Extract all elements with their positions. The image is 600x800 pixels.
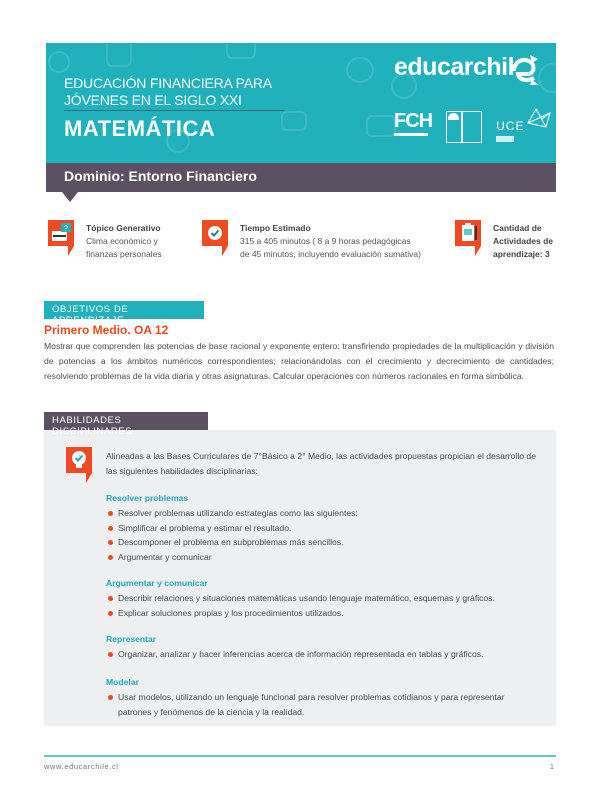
habilidad-representar [106,633,536,662]
educarchile-logo: educarchil [394,53,515,81]
info-text [493,222,553,261]
header-divider [64,110,284,111]
subtitle-line-2: JÓVENES EN EL SIGLO XXI [64,92,242,108]
habilidad-modelar [106,676,536,719]
objetivos-tag: OBJETIVOS DE APRENDIZAJE [44,301,204,319]
habilidades-tag: HABILIDADES DISCIPLINARES [44,412,208,430]
info-line: 315 a 405 minutos ( 8 a 9 horas pedagógicas [240,236,411,246]
info-line: finanzas personales [86,249,162,259]
info-text [240,222,421,261]
list-item: Resolver problemas utilizando estrategias como las siguientes: [106,506,536,521]
info-text [86,222,162,261]
calculator-bg-icon [106,43,132,67]
habilidad-title: Modelar [106,677,139,687]
subtitle-line-1: EDUCACIÓN FINANCIERA PARA [64,75,272,91]
ministry-logo [446,111,482,143]
info-line: Clima económico y [86,236,158,246]
habilidad-list [106,591,536,620]
habilidad-resolver-problemas [106,492,536,564]
domain-label: Dominio: Entorno Financiero [64,168,257,184]
info-line: aprendizaje: 3 [493,249,550,259]
habilidad-title: Resolver problemas [106,493,189,503]
info-title: Tópico Generativo [86,223,161,233]
fch-logo: FCH [394,111,432,136]
list-item: Usar modelos, utilizando un lenguaje funcional para resolver problemas cotidianos y para representar patrones y fenómenos de la ciencia y la realidad. [106,690,536,719]
habilidad-title: Argumentar y comunicar [106,578,208,588]
lightbulb-icon [66,447,92,473]
habilidad-list [106,506,536,564]
footer-url[interactable]: www.educarchile.cl [44,762,119,771]
program-subtitle [64,75,272,109]
header-banner [46,43,556,163]
footer-divider [44,755,556,757]
clipboard-icon [455,220,481,246]
check-bg-icon [366,115,396,137]
list-item: Describir relaciones y situaciones matemáticas usando lenguaje matemático, esquemas y gráficos. [106,591,536,606]
subject-title: MATEMÁTICA [64,116,216,141]
uce-logo: UCE [496,119,524,142]
info-title: Tiempo Estimado [240,223,311,233]
habilidad-list [106,647,536,662]
educarchile-e-icon [508,53,542,87]
habilidad-title: Representar [106,634,157,644]
page-number: 1 [549,762,554,771]
habilidad-list [106,690,536,719]
list-item: Organizar, analizar y hacer inferencias acerca de información representada en tablas y gráficos. [106,647,536,662]
habilidades-intro: Alineadas a las Bases Curriculares de 7°Básico a 2° Medio, las actividades propuestas propician el desarrollo de las siguientes habilidades disciplinarias: [106,451,536,476]
list-item: Explicar soluciones propias y los procedimientos utilizados. [106,606,536,621]
piggy-bank-bg-icon [346,57,374,83]
star-network-icon [524,105,554,131]
domain-bar [46,163,556,192]
info-title: Cantidad de [493,223,542,233]
chat-bubble-icon [48,220,74,246]
info-line: de 45 minutos, incluyendo evaluación sumativa) [240,249,421,259]
list-item: Argumentar y comunicar [106,550,536,565]
list-item: Simplificar el problema y estimar el resultado. [106,521,536,536]
bill-bg-icon [281,111,307,131]
lightbulb-bg-icon [48,51,70,73]
domain-pointer [62,192,78,202]
oa-title: Primero Medio. OA 12 [44,323,169,337]
habilidad-argumentar [106,577,536,620]
svg-text:?: ? [64,225,68,233]
info-line: Actividades de [493,236,553,246]
partner-logos [394,111,554,147]
list-item: Descomponer el problema en subproblemas más sencillos. [106,535,536,550]
oa-text: Mostrar que comprenden las potencias de base racional y exponente entero: transfiriendo propiedades de la multiplicación y división de potencias a los ámbitos numéricos correspondientes; relacionándolas con el crecimiento y decrecimiento de cantidades; resolviendo problemas de la vida diaria y otras asignaturas. Calcular operaciones con números racionales en forma simbólica. [44,341,554,381]
money-bg-icon [226,43,256,59]
checkmark-icon [202,220,228,246]
